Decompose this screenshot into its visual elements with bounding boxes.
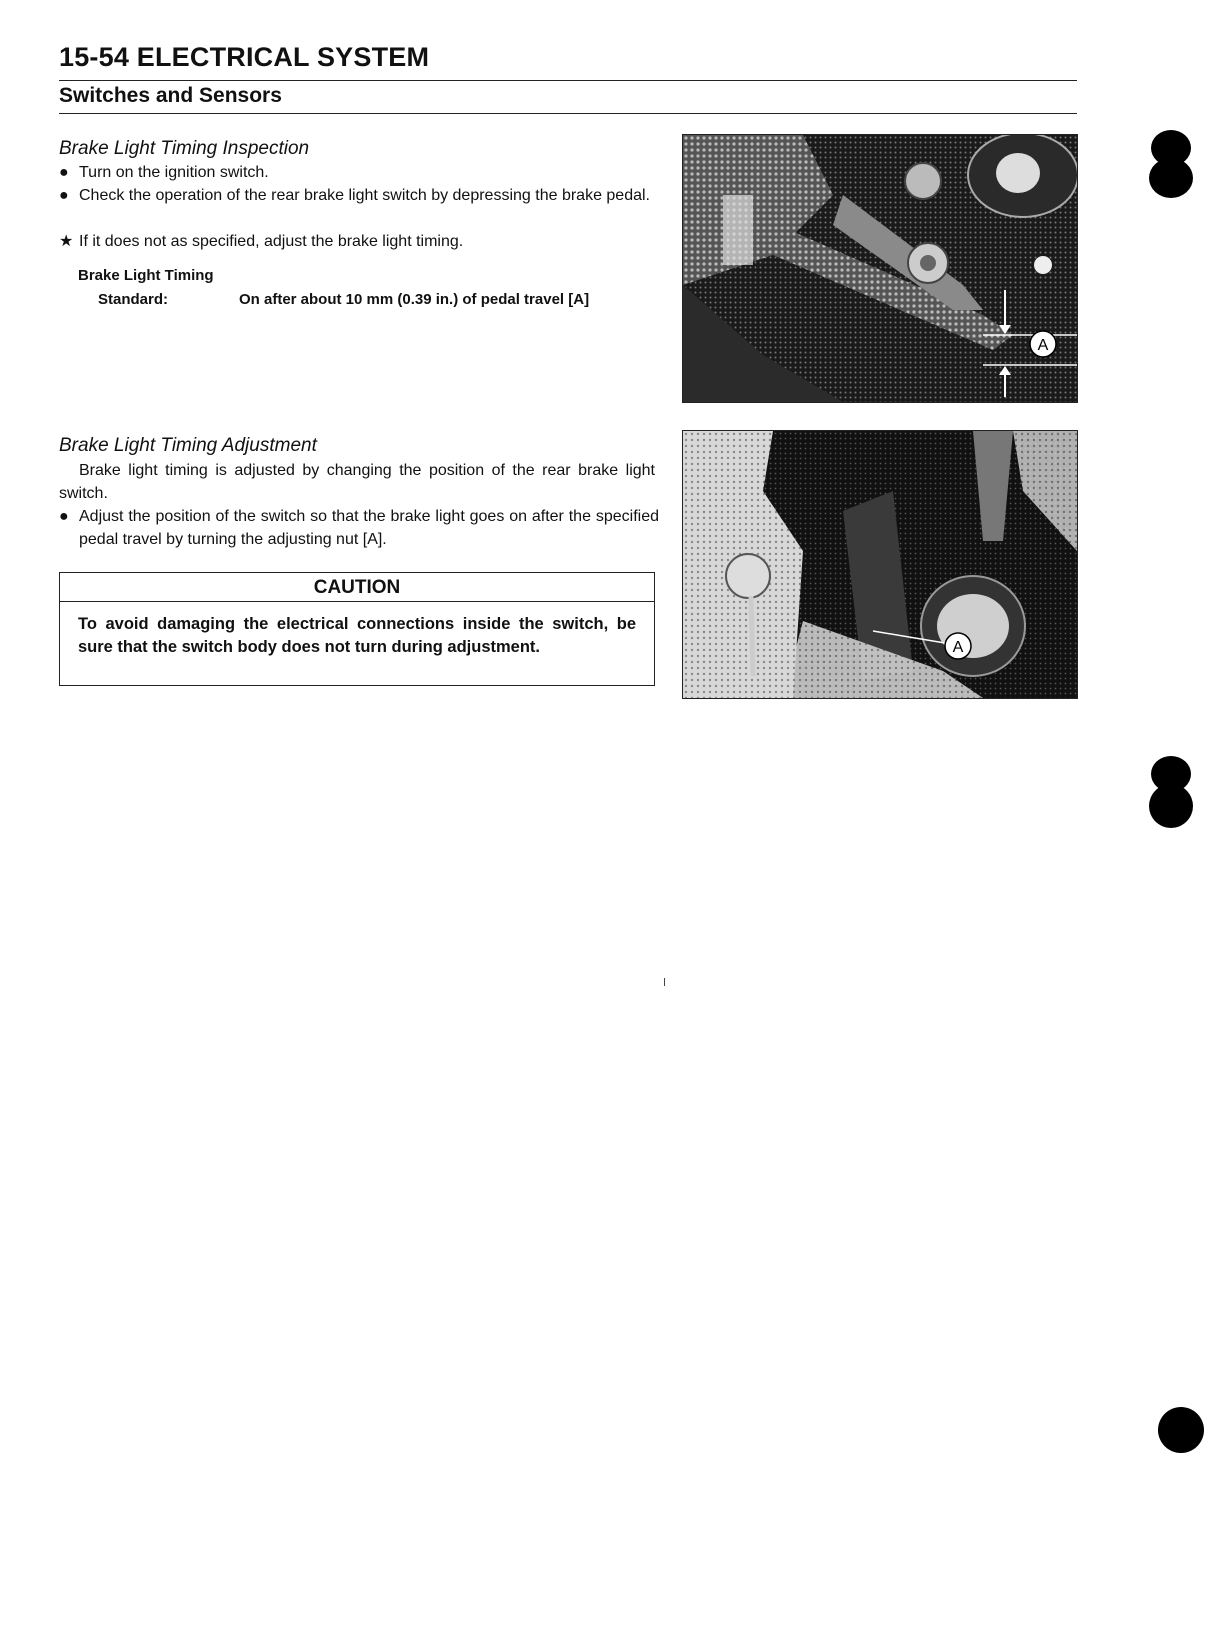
binder-hole-mark: [1149, 784, 1193, 828]
inspection-steps: [59, 161, 659, 253]
callout-label: A: [952, 639, 964, 656]
spec-heading: Brake Light Timing: [78, 267, 214, 284]
inspection-step: [59, 184, 659, 207]
step-text: If it does not as specified, adjust the brake light timing.: [79, 233, 464, 250]
bullet-icon: ●: [59, 508, 69, 525]
bullet-icon: ●: [59, 164, 69, 181]
bullet-icon: ●: [59, 187, 69, 204]
caution-title: CAUTION: [313, 577, 401, 598]
page-title: 15-54 ELECTRICAL SYSTEM: [59, 42, 430, 72]
binder-hole-mark: [1158, 1407, 1204, 1453]
inspection-heading: Brake Light Timing Inspection: [59, 138, 310, 159]
figure-brake-pedal-travel: [682, 134, 1078, 403]
step-text: Turn on the ignition switch.: [79, 164, 269, 181]
scan-artifact: [664, 978, 665, 986]
inspection-step: [59, 161, 659, 184]
binder-hole-mark: [1149, 158, 1193, 198]
spec-value: On after about 10 mm (0.39 in.) of pedal travel [A]: [239, 291, 590, 308]
caution-divider: [59, 601, 655, 602]
header-rule: [59, 80, 1077, 81]
adjustment-heading: Brake Light Timing Adjustment: [59, 435, 317, 456]
callout-label: A: [1037, 337, 1049, 354]
star-icon: ★: [59, 233, 74, 250]
section-rule: [59, 113, 1077, 114]
caution-text: To avoid damaging the electrical connections inside the switch, be sure that the switch body does not turn during adjustment.: [78, 615, 636, 656]
adjustment-intro: Brake light timing is adjusted by changing the position of the rear brake light switch.: [59, 462, 655, 502]
spec-label: Standard:: [98, 291, 169, 308]
inspection-step: [59, 230, 659, 253]
figure-adjusting-nut: [682, 430, 1078, 699]
section-title: Switches and Sensors: [59, 84, 282, 107]
step-text: Adjust the position of the switch so that the brake light goes on after the specified pedal travel by turning the adjusting nut [A].: [79, 508, 659, 548]
step-text: Check the operation of the rear brake light switch by depressing the brake pedal.: [79, 187, 650, 204]
adjustment-steps: [59, 505, 659, 551]
adjustment-step: [59, 505, 659, 551]
